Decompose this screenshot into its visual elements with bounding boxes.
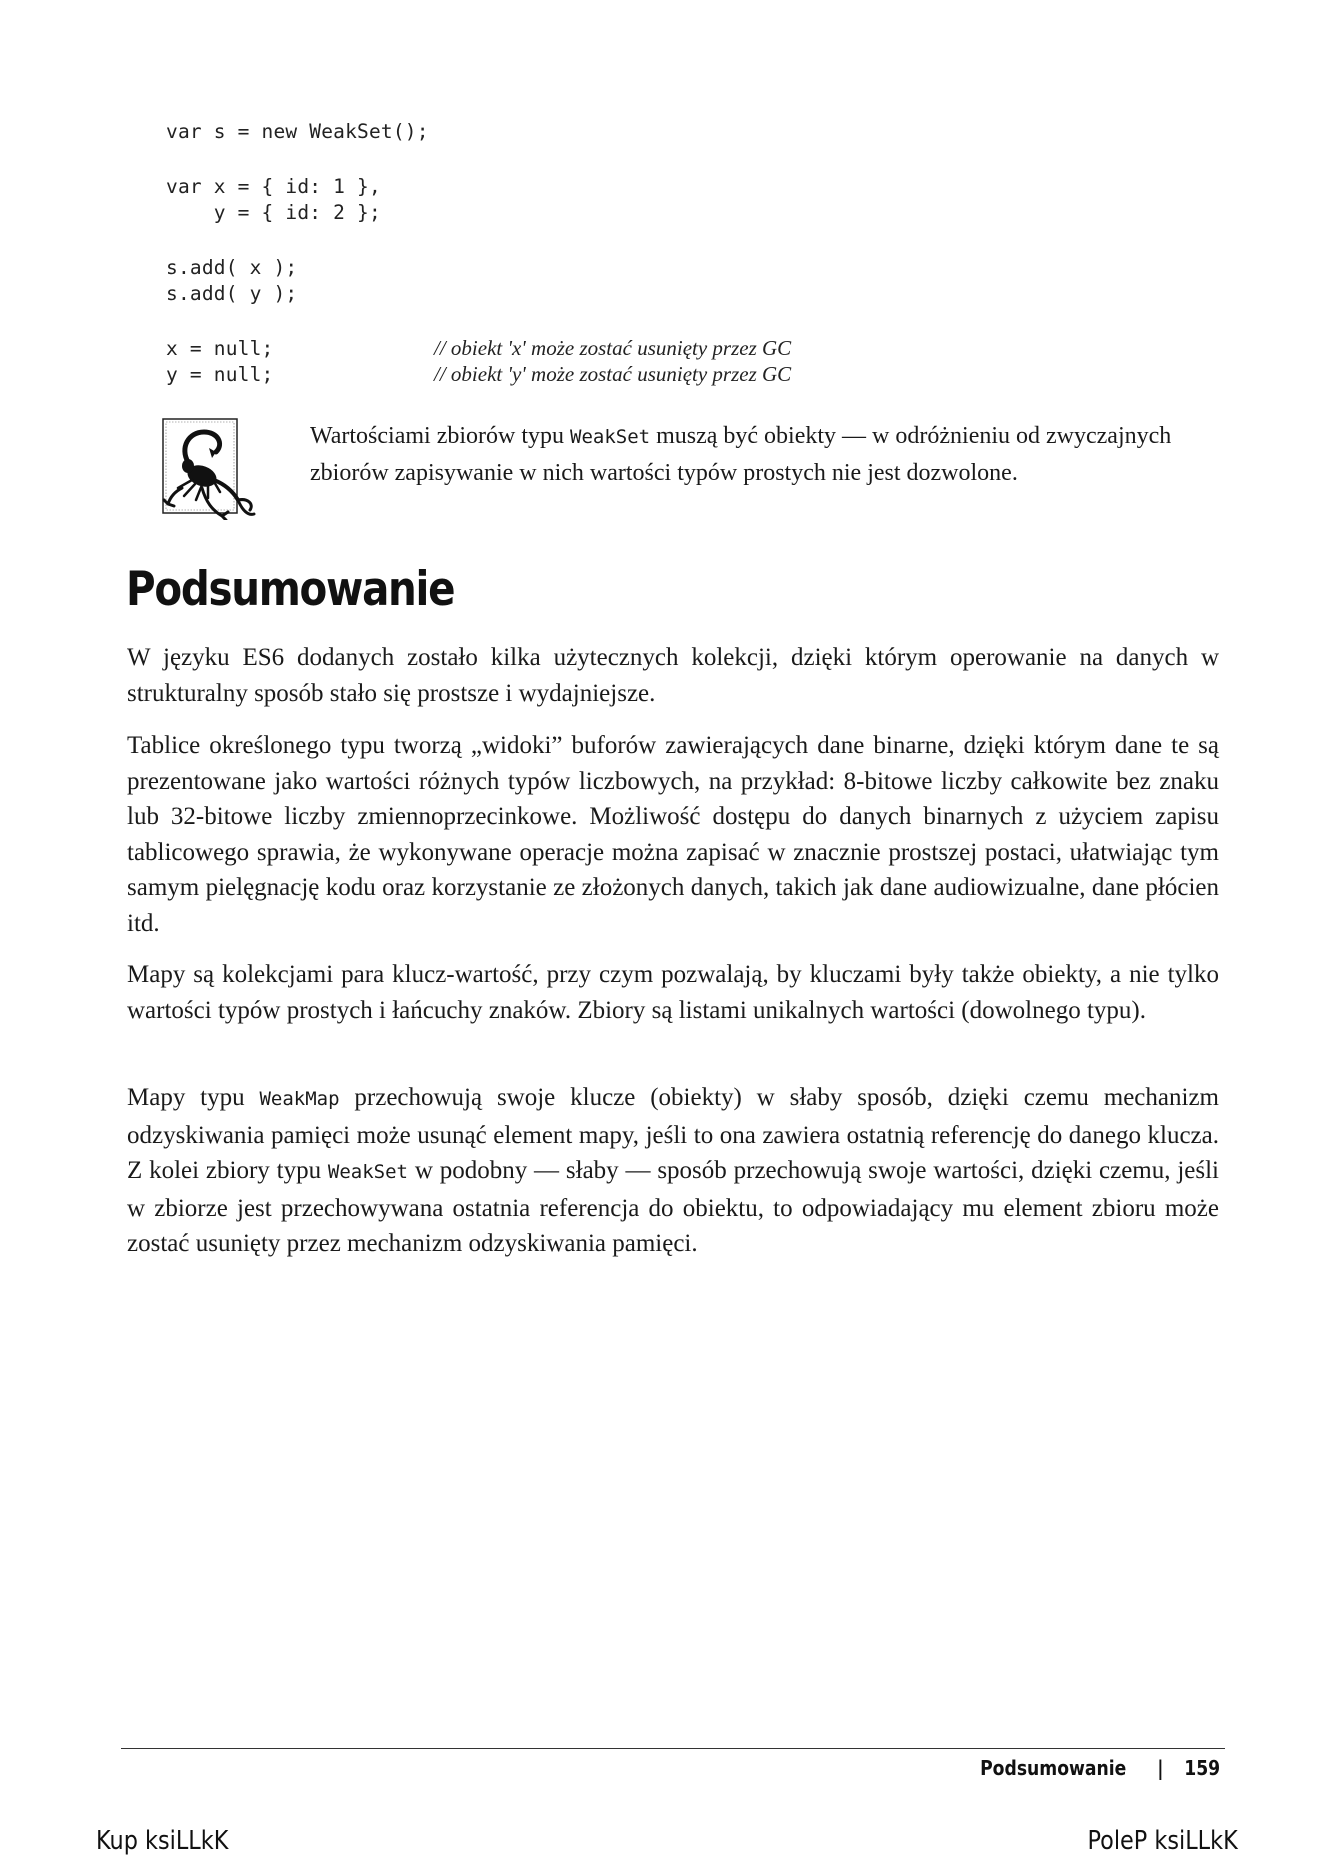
code-line: var x = { id: 1 },	[166, 175, 381, 198]
code-comment: // obiekt 'y' może zostać usunięty przez GC	[434, 362, 792, 386]
code-line: y = null;	[166, 363, 274, 386]
page-number: 159	[1184, 1756, 1220, 1780]
inline-code: WeakMap	[259, 1088, 340, 1110]
note-text-part: muszą być obiekty — w odróżnieniu od zwyczajnych zbiorów zapisywanie w nich wartości typów prostych nie jest dozwolone.	[310, 423, 1172, 486]
paragraph-text: przechowują swoje klucze (obiekty) w słaby sposób, dzięki czemu mechanizm odzyskiwania pamięci może usunąć element mapy, jeśli to ona zawiera ostatnią referencję do danego klucza. Z kolei zbiory typu	[127, 1084, 1219, 1184]
paragraph: W języku ES6 dodanych zostało kilka użytecznych kolekcji, dzięki którym operowanie na danych w strukturalny sposób stało się prostsze i wydajniejsze.	[127, 644, 1219, 707]
paragraph	[127, 1080, 1219, 1262]
code-comment: // obiekt 'x' może zostać usunięty przez GC	[434, 336, 792, 360]
paragraph: Tablice określonego typu tworzą „widoki” buforów zawierających dane binarne, dzięki którym dane te są prezentowane jako wartości różnych typów liczbowych, na przykład: 8-bitowe liczby całkowite bez znaku lub 32-bitowe liczby zmiennoprzecinkowe. Możliwość dostępu do danych binarnych z użyciem zapisu tablicowego sprawia, że wykonywane operacje można zapisać w znacznie prostszej postaci, ułatwiając tym samym pielęgnację kodu oraz korzystanie ze złożonych danych, takich jak dane audiowizualne, dane płócien itd.	[127, 732, 1219, 937]
buy-book-link[interactable]: Kup ksiLLkK	[96, 1826, 229, 1856]
code-line: s.add( y );	[166, 282, 298, 305]
note-text	[310, 418, 1206, 491]
code-line: s.add( x );	[166, 256, 298, 279]
code-line: var s = new WeakSet();	[166, 120, 429, 143]
section-title: Podsumowanie	[126, 562, 455, 617]
paragraph: Mapy są kolekcjami para klucz-wartość, przy czym pozwalają, by kluczami były także obiekty, a nie tylko wartości typów prostych i łańcuchy znaków. Zbiory są listami unikalnych wartości (dowolnego typu).	[127, 961, 1219, 1024]
code-line: y = { id: 2 };	[166, 201, 381, 224]
running-head	[980, 1756, 1220, 1780]
paragraph-text: w podobny — słaby — sposób przechowują swoje wartości, dzięki czemu, jeśli w zbiorze jest przechowywana ostatnia referencja do obiektu, to odpowiadający mu element zbioru może zostać usunięty przez mechanizm odzyskiwania pamięci.	[127, 1157, 1219, 1257]
scorpion-warning-icon	[162, 418, 260, 520]
footer-divider	[121, 1748, 1225, 1749]
code-line: x = null;	[166, 337, 274, 360]
recommend-book-link[interactable]: PoleP ksiLLkK	[1087, 1826, 1238, 1856]
note-text-part: Wartościami zbiorów typu	[310, 423, 571, 449]
paragraph-text: Mapy typu	[127, 1084, 260, 1111]
inline-code: WeakSet	[570, 426, 651, 448]
inline-code: WeakSet	[327, 1161, 408, 1183]
running-head-separator: |	[1157, 1756, 1164, 1780]
running-head-title: Podsumowanie	[979, 1756, 1127, 1780]
